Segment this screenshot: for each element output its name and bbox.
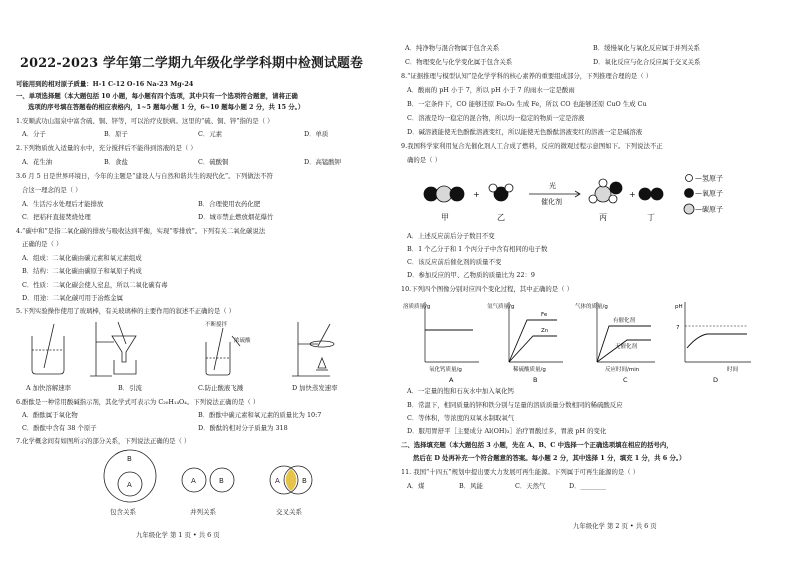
legend-oxygen: —氧原子: [695, 189, 723, 198]
graph-d-xlabel: 时间: [727, 367, 739, 373]
intersection-label-b: B: [302, 477, 307, 485]
q8-option-c: C．溶液是均一稳定的混合物，所以均一稳定的物质一定是溶液: [407, 114, 585, 122]
parallel-label-a: A: [191, 477, 196, 485]
evaporation-diagram: [292, 322, 334, 376]
q7-option-a: A．纯净物与混合物属于包含关系: [405, 44, 500, 52]
svg-text:+: +: [473, 190, 480, 199]
atomic-masses: 可能用到的相对原子质量：H-1 C-12 O-16 Na-23 Mg-24: [16, 80, 194, 88]
q6-stem: 6.酚酞是一种常用酸碱指示剂，其化学式可表示为 C₂₀H₁₄O₄。下列说法正确的是（ ）: [16, 398, 260, 406]
q5-option-c: C.防止酸液飞溅: [198, 384, 244, 392]
q9-stem: 9.我国科学家利用复合光催化剂人工合成了燃料，反应的微观过程示意图如下。下列说法不正: [401, 142, 663, 150]
graph-d: [675, 302, 751, 384]
q9-micro-process-figure: [417, 168, 747, 228]
q10-graphs-figure: [401, 296, 771, 384]
q2-option-b: B．食盐: [104, 158, 128, 166]
q6-option-a: A．酚酞属于氧化物: [22, 411, 78, 419]
svg-text:+: +: [629, 190, 636, 199]
q3-stem-2: 合这一理念的是（ ）: [22, 186, 82, 194]
q5-option-b: B．引流: [118, 384, 142, 392]
q7-stem: 7.化学概念间有如图所示的部分关系，下列说法正确的是（ ）: [16, 437, 191, 445]
reaction-arrow: [529, 181, 580, 206]
q2-option-d: D．高锰酸钾: [304, 158, 342, 166]
inclusion-relation-diagram: [104, 450, 156, 516]
q6-option-d: D．酚酞的相对分子质量为 318: [198, 424, 288, 432]
atom-legend: [684, 174, 723, 215]
graph-c-line2: 无催化剂: [615, 344, 638, 350]
arrow-condition-catalyst: 催化剂: [541, 198, 562, 206]
section1-heading-2: 选项的序号填在答题卷的相应表格内，1~5 题每小题 1 分，6~10 题每小题 2 分，共 15 分。）: [28, 103, 305, 111]
q8-stem: 8.“证据推理与模型认知”是化学学科的核心素养的重要组成部分，下列推理合理的是（ ）: [401, 72, 653, 80]
q4-stem: 4.“碳中和”是指二氧化碳的排放与吸收达到平衡，实现“零排放”。下列有关二氧化碳说法: [16, 227, 266, 235]
q9-option-d: D．参加反应的甲、乙物质的质量比为 22：9: [407, 271, 535, 279]
inclusion-label-b: B: [127, 455, 132, 463]
graph-b-xlabel: 稀硫酸质量/g: [513, 367, 546, 373]
q3-option-d: D．城市禁止燃放烟花爆竹: [198, 213, 274, 221]
q4-option-c: C．性质：二氧化碳会使人窒息，所以二氧化碳有毒: [22, 281, 168, 289]
graph-a-ylabel: 溶质质量/g: [403, 304, 431, 310]
section2-heading-2: 然后在 D 处再补充一个符合题意的答案。每小题 2 分，其中选择 1 分，填充 1 分，共 6 分。）: [413, 454, 686, 462]
q10-stem: 10.下列四个图像分别对应四个变化过程，其中正确的是（ ）: [401, 285, 573, 293]
q3-option-c: C．把秸秆直接焚烧处理: [22, 213, 91, 221]
graph-b-zn: Zn: [541, 328, 549, 334]
q5-fig-label-acid: 浓硫酸: [234, 338, 251, 344]
inclusion-label-a: A: [127, 481, 132, 489]
q11-option-d: D．________: [569, 482, 607, 490]
page-1-footer: 九年级化学 第 1 页 • 共 6 页: [136, 531, 220, 539]
q5-fig-label-stir: 不断搅拌: [205, 322, 228, 328]
molecule-yi: [489, 184, 513, 222]
legend-carbon: —碳原子: [695, 205, 723, 214]
intersection-relation-diagram: [270, 466, 312, 516]
label-bing: 丙: [599, 213, 607, 222]
q9-option-b: B．1 个乙分子和 1 个丙分子中含有相同的电子数: [407, 245, 548, 253]
molecule-bing: [589, 179, 622, 222]
graph-d-ph7: 7: [676, 325, 680, 331]
q10-option-d: D．服用胃舒平［主要成分 Al(OH)₃］治疗胃酸过多，胃液 pH 的变化: [407, 427, 607, 435]
q11-option-b: B．风能: [459, 482, 483, 490]
q5-option-a: A 加快溶解速率: [26, 384, 71, 392]
q10-option-c: C．等体积，等浓度的双氧水制取氧气: [407, 414, 515, 422]
graph-a-xlabel: 氧化钙质量/g: [429, 367, 462, 373]
q1-stem: 1.安顺武功山温泉中富含硫、铜、锌等，可以治疗皮肤病。这里的“硫、铜、锌”指的是（ ）: [16, 117, 274, 125]
q3-option-b: B．合理使用农药化肥: [198, 200, 261, 208]
q3-stem: 3.6 月 5 日是世界环境日，今年的主题是“建设人与自然和谐共生的现代化”。下列做法不符: [16, 172, 273, 180]
q7-option-b: B．缓慢氧化与氧化反应属于并列关系: [593, 44, 700, 52]
q8-option-d: D．碱溶液能使无色酚酞溶液变红，所以能使无色酚酞溶液变红的溶液一定是碱溶液: [407, 128, 643, 136]
molecule-ding: [639, 188, 663, 222]
section2-heading: 二、选择填充题（本大题包括 3 小题，先在 A、B、C 中选择一个正确选项填在相应的括号内，: [401, 441, 673, 449]
section1-heading: 一、单项选择题（本大题包括 10 小题，每小题有四个选项，其中只有一个选项符合题意，请将正确: [16, 92, 298, 100]
q2-stem: 2.下列物质放入适量的水中，充分搅拌后不能得到溶液的是（ ）: [16, 144, 197, 152]
q2-option-a: A．花生油: [22, 158, 53, 166]
q11-option-c: C．天然气: [515, 482, 546, 490]
q6-option-b: B．酚酞中碳元素和氧元素的质量比为 10:7: [198, 411, 322, 419]
q4-option-b: B．结构：二氧化碳由碳原子和氧原子构成: [22, 267, 142, 275]
q3-option-a: A．生活污水处理后才能排放: [22, 200, 104, 208]
parallel-caption: 并列关系: [190, 508, 216, 516]
molecule-jia: [424, 186, 464, 222]
label-yi: 乙: [497, 213, 505, 222]
legend-hydrogen: —氢原子: [695, 174, 723, 183]
q9-option-c: C．该反应前后催化剂的质量不变: [407, 258, 502, 266]
graph-b-fe: Fe: [541, 312, 548, 318]
q9-stem-2: 确的是（ ）: [407, 156, 441, 164]
filtration-diagram: [90, 322, 136, 376]
graph-a-label: A: [449, 376, 454, 384]
q10-option-a: A．一定量的饱和石灰水中加入氧化钙: [407, 387, 514, 395]
q2-option-c: C．硫酸铜: [198, 158, 229, 166]
q5-stem: 5.下列实验操作使用了玻璃棒，有关玻璃棒的主要作用的叙述不正确的是（ ）: [16, 307, 236, 315]
intersection-caption: 交叉关系: [276, 508, 302, 516]
q9-option-a: A．上述反应前后分子数目不变: [407, 232, 495, 240]
parallel-relation-diagram: [182, 468, 234, 516]
exam-title: 2022-2023 学年第二学期九年级化学学科期中检测试题卷: [20, 56, 363, 71]
label-ding: 丁: [647, 213, 655, 222]
q1-option-d: D．单质: [304, 130, 329, 138]
graph-d-ylabel: pH: [675, 304, 683, 310]
inclusion-caption: 包含关系: [110, 508, 136, 516]
q1-option-a: A．分子: [22, 130, 46, 138]
q4-option-d: D．用途：二氧化碳可用于冶炼金属: [22, 294, 123, 302]
q4-stem-2: 正确的是（ ）: [22, 240, 63, 248]
q5-option-d: D 加快蒸发速率: [292, 384, 338, 392]
graph-c-ylabel: 气体的质量/g: [575, 304, 608, 310]
page-2: [397, 0, 794, 561]
q7-option-c: C．物理变化与化学变化属于包含关系: [405, 58, 513, 66]
beaker-stirring-diagram: [32, 324, 64, 374]
q1-option-b: B．原子: [104, 130, 128, 138]
q10-option-b: B．常温下，相同质量的锌和铁分别与足量的溶质质量分数相同的稀硫酸反应: [407, 401, 623, 409]
arrow-condition-light: 光: [549, 182, 556, 190]
q5-apparatus-figure: [18, 318, 378, 380]
label-jia: 甲: [441, 213, 449, 222]
graph-b: [487, 302, 563, 384]
q11-option-a: A．煤: [407, 482, 425, 490]
q7-relation-figure: [90, 446, 350, 520]
q7-option-d: D．氧化反应与化合反应属于交叉关系: [593, 58, 701, 66]
q8-option-a: A．酸雨的 pH 小于 7，所以 pH 小于 7 的雨水一定是酸雨: [407, 86, 575, 94]
q11-stem: 11. 我国“十四五”规划中提出要大力发展可再生能源。下列属于可再生能源的是（ ）: [401, 468, 640, 476]
graph-c-xlabel: 反应时间/min: [605, 367, 640, 373]
graph-d-label: D: [713, 376, 719, 384]
q4-option-a: A．组成：二氧化碳由碳元素和氧元素组成: [22, 254, 142, 262]
dilution-diagram: [206, 328, 240, 375]
page-2-footer: 九年级化学 第 2 页 • 共 6 页: [573, 522, 657, 530]
parallel-label-b: B: [219, 477, 224, 485]
intersection-label-a: A: [275, 477, 280, 485]
q6-option-c: C．酚酞中含有 38 个原子: [22, 424, 97, 432]
graph-c-label: C: [623, 376, 628, 384]
q8-option-b: B．一定条件下，CO 能够还原 Fe₂O₃ 生成 Fe，所以 CO 也能够还原 CuO 生成 Cu: [407, 100, 647, 108]
graph-b-ylabel: 氢气质量/g: [487, 304, 515, 310]
graph-b-label: B: [533, 376, 538, 384]
graph-c-line1: 有催化剂: [613, 318, 636, 324]
graph-c: [575, 302, 655, 384]
q1-option-c: C．元素: [198, 130, 223, 138]
graph-a: [403, 302, 479, 384]
